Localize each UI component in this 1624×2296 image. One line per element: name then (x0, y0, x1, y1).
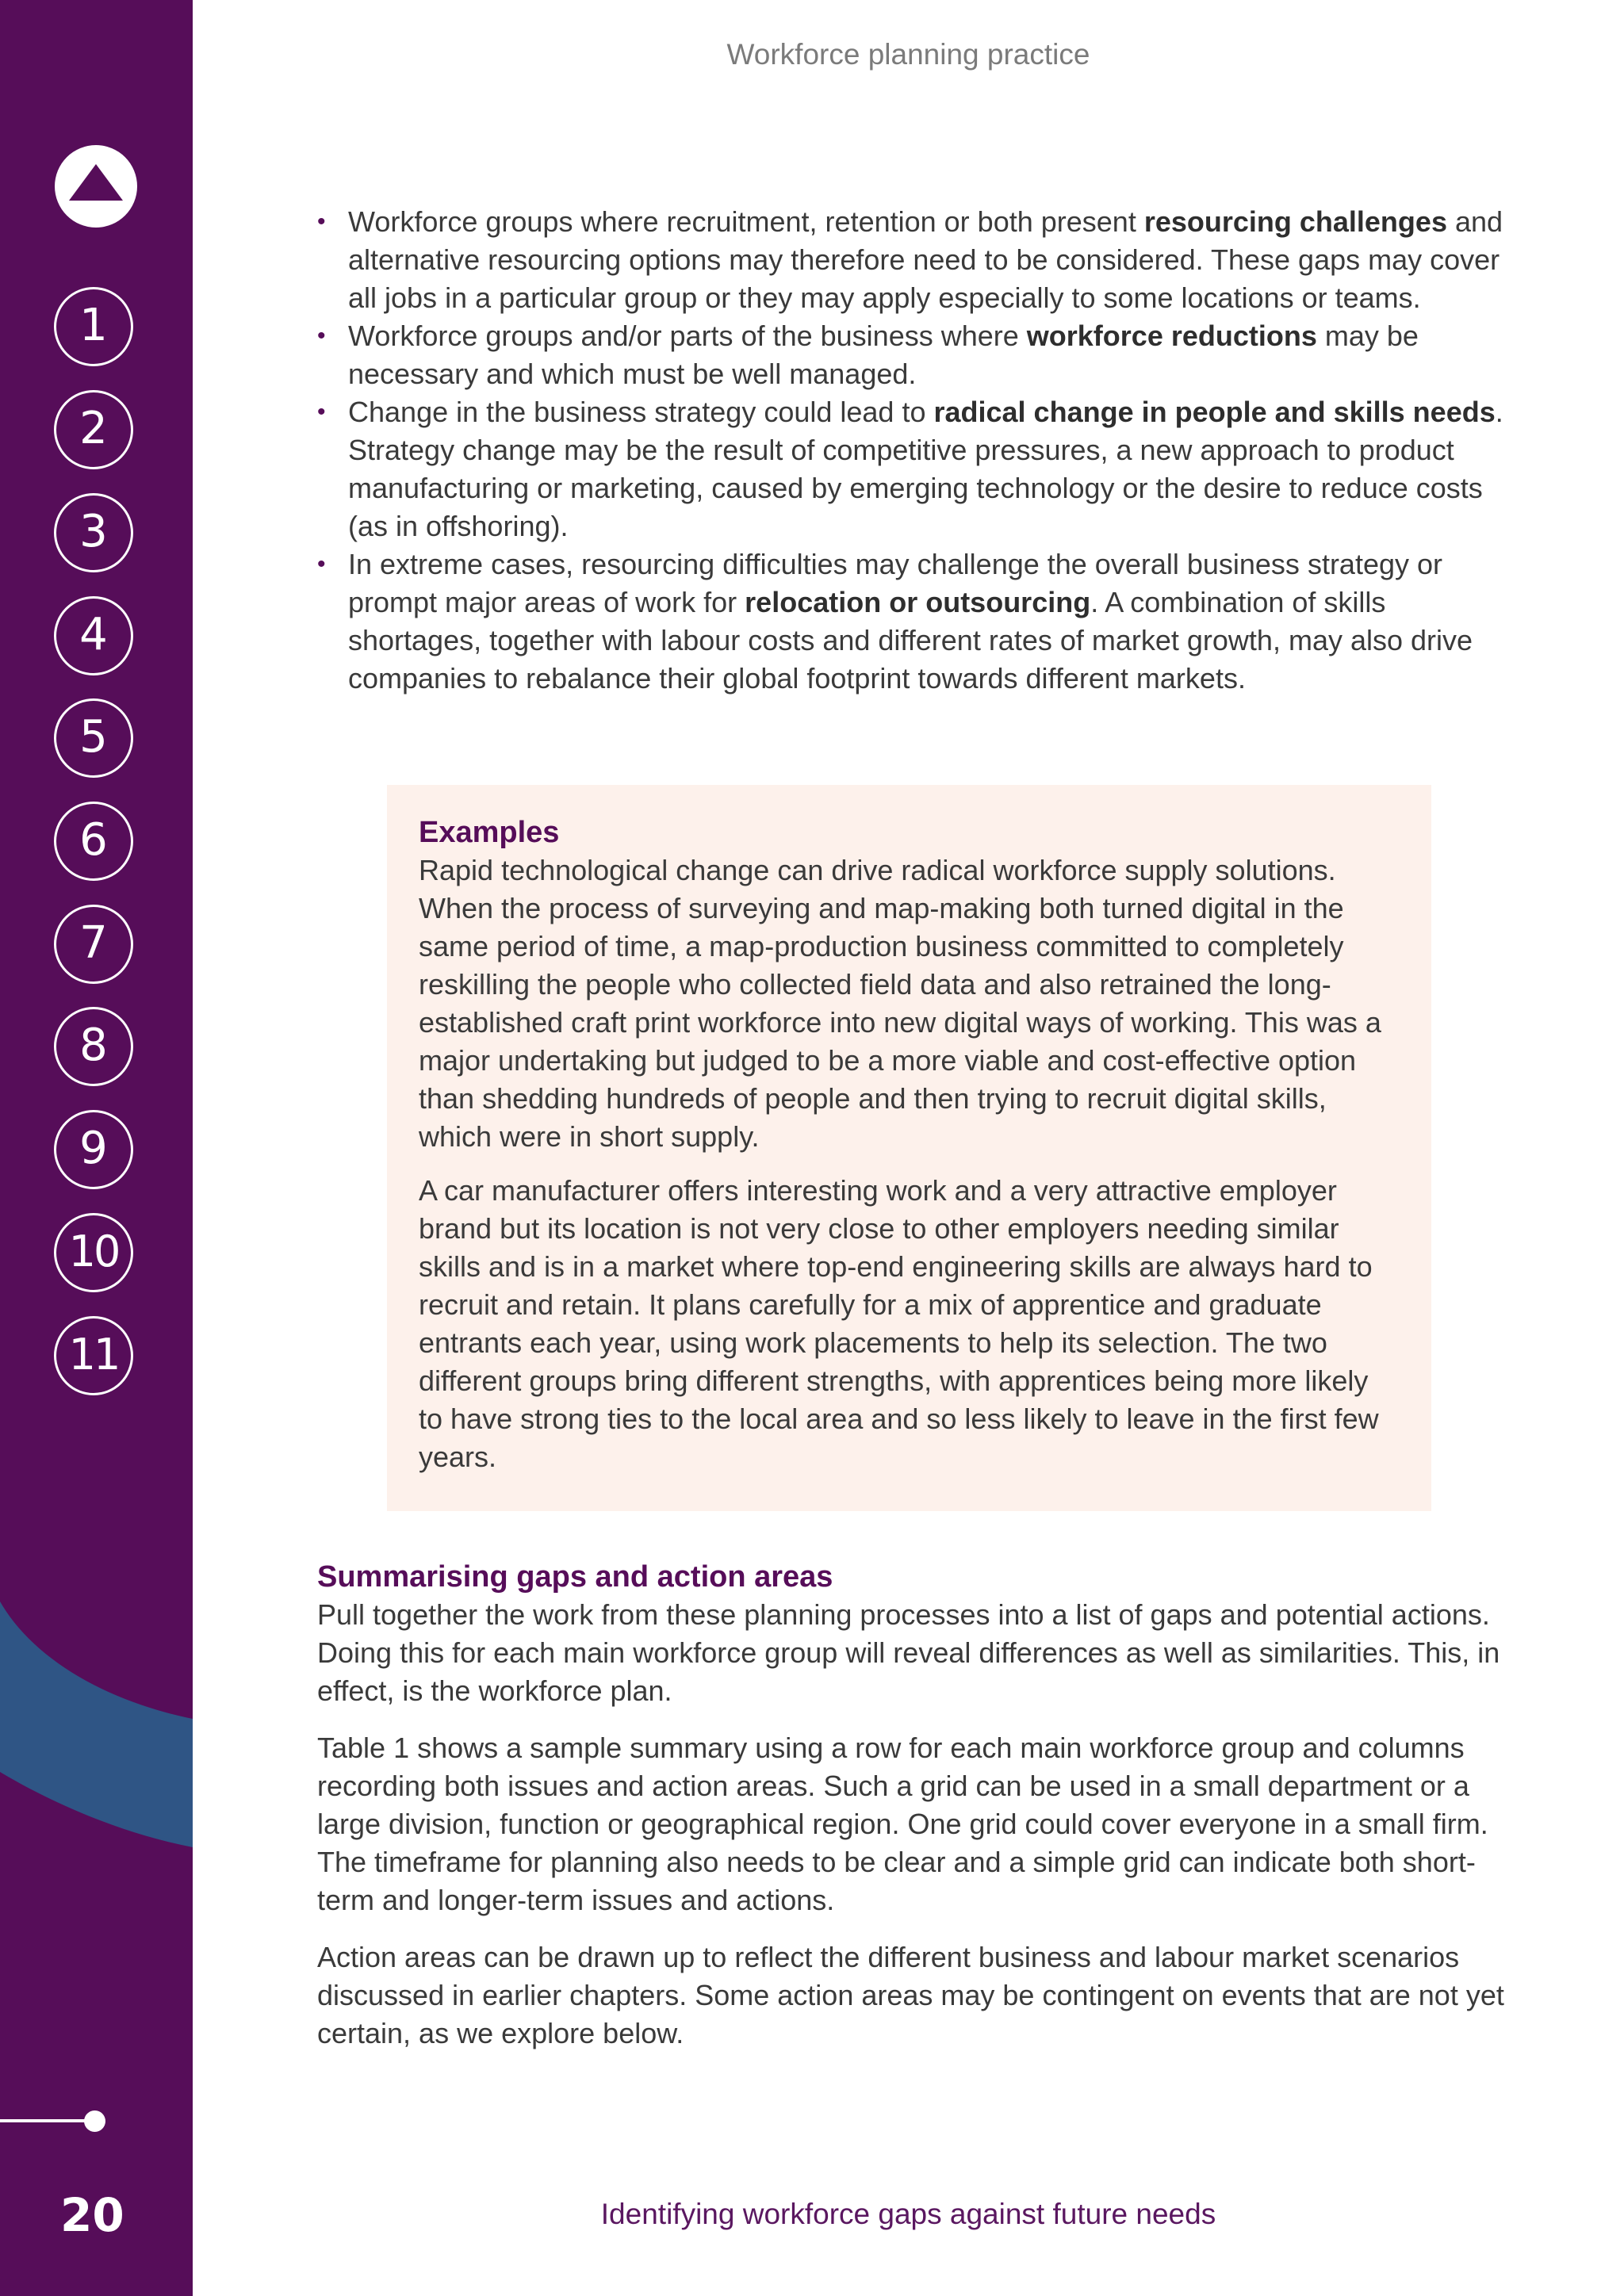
running-header: Workforce planning practice (726, 38, 1090, 71)
bullet-emphasis: radical change in people and skills needs (933, 396, 1496, 428)
chapter-button-3[interactable]: 3 (54, 493, 133, 572)
bullet-text: . Strategy change may be the result of competitive pressures, a new approach to product manufacturing or marketing, caused by emerging technology or the desire to reduce costs (as in offshoring). (348, 396, 1503, 542)
chapter-button-1[interactable]: 1 (54, 287, 133, 366)
list-item (317, 393, 1507, 545)
chapter-button-7[interactable]: 7 (54, 905, 133, 984)
chapter-button-2[interactable]: 2 (54, 390, 133, 469)
chapter-button-11[interactable]: 11 (54, 1316, 133, 1395)
list-item (317, 203, 1507, 317)
section-heading: Summarising gaps and action areas (317, 1560, 833, 1594)
chapter-button-4[interactable]: 4 (54, 596, 133, 675)
page-number: 20 (60, 2188, 124, 2242)
section-paragraph: Pull together the work from these planning processes into a list of gaps and potential actions. Doing this for each main workforce group will reveal differences as well as similarities. This, in effect, is the workforce plan. (317, 1598, 1500, 1707)
chapter-button-9[interactable]: 9 (54, 1110, 133, 1189)
bullet-icon: • (317, 323, 326, 349)
chapter-button-5[interactable]: 5 (54, 698, 133, 778)
bullet-list (317, 203, 1507, 698)
home-button[interactable] (55, 145, 137, 228)
summary-section (317, 1558, 1507, 2072)
up-arrow-icon (55, 145, 137, 228)
bullet-emphasis: workforce reductions (1026, 320, 1317, 352)
bullet-text: may be necessary and which must be well managed. (348, 320, 1419, 390)
section-paragraph: Table 1 shows a sample summary using a row for each main workforce group and columns recording both issues and action areas. Such a grid can be used in a small department or a large division, function or geographical region. One grid could cover everyone in a small firm. The timeframe for planning also needs to be clear and a simple grid can indicate both short-term and longer-term issues and actions. (317, 1732, 1488, 1916)
list-item (317, 317, 1507, 393)
sidebar (0, 0, 193, 2296)
bullet-text: In extreme cases, resourcing difficulties may challenge the overall business strategy or prompt major areas of work for (348, 548, 1443, 618)
bullet-text: Workforce groups and/or parts of the business where (348, 320, 1027, 352)
examples-paragraph: Rapid technological change can drive radical workforce supply solutions. When the process of surveying and map-making both turned digital in the same period of time, a map-production business committed to completely reskilling the people who collected field data and also retrained the long-established craft print workforce into new digital ways of working. This was a major undertaking but judged to be a more viable and cost-effective option than shedding hundreds of people and then trying to recruit digital skills, which were in short supply. (419, 854, 1381, 1153)
chapter-button-6[interactable]: 6 (54, 802, 133, 881)
bullet-icon: • (317, 399, 326, 425)
page-progress-line (0, 2119, 94, 2122)
bullet-text: and alternative resourcing options may therefore need to be considered. These gaps may cover all jobs in a particular group or they may apply especially to some locations or teams. (348, 205, 1503, 314)
bullet-icon: • (317, 551, 326, 577)
chapter-button-8[interactable]: 8 (54, 1007, 133, 1086)
examples-paragraph: A car manufacturer offers interesting work and a very attractive employer brand but its location is not very close to other employers needing similar skills and is in a market where top-end engineering skills are always hard to recruit and retain. It plans carefully for a mix of apprentice and graduate entrants each year, using work placements to help its selection. The two different groups bring different strengths, with apprentices being more likely to have strong ties to the local area and so less likely to leave in the first few years. (419, 1174, 1379, 1473)
page-progress-marker (84, 2110, 105, 2132)
bullet-emphasis: relocation or outsourcing (745, 586, 1091, 618)
bullet-text: Workforce groups where recruitment, retention or both present (348, 205, 1144, 238)
bullet-emphasis: resourcing challenges (1143, 205, 1447, 238)
examples-callout (387, 785, 1431, 1511)
section-paragraph: Action areas can be drawn up to reflect the different business and labour market scenarios discussed in earlier chapters. Some action areas may be contingent on events that are not yet certain, as we explore below. (317, 1941, 1504, 2049)
list-item (317, 545, 1507, 698)
bullet-text: . A combination of skills shortages, together with labour costs and different rates of market growth, may also drive companies to rebalance their global footprint towards different markets. (348, 586, 1473, 695)
bullet-icon: • (317, 209, 326, 235)
examples-heading: Examples (419, 816, 560, 849)
chapter-button-10[interactable]: 10 (54, 1213, 133, 1292)
bullet-text: Change in the business strategy could lead to (348, 396, 934, 428)
running-footer: Identifying workforce gaps against future needs (600, 2198, 1216, 2230)
